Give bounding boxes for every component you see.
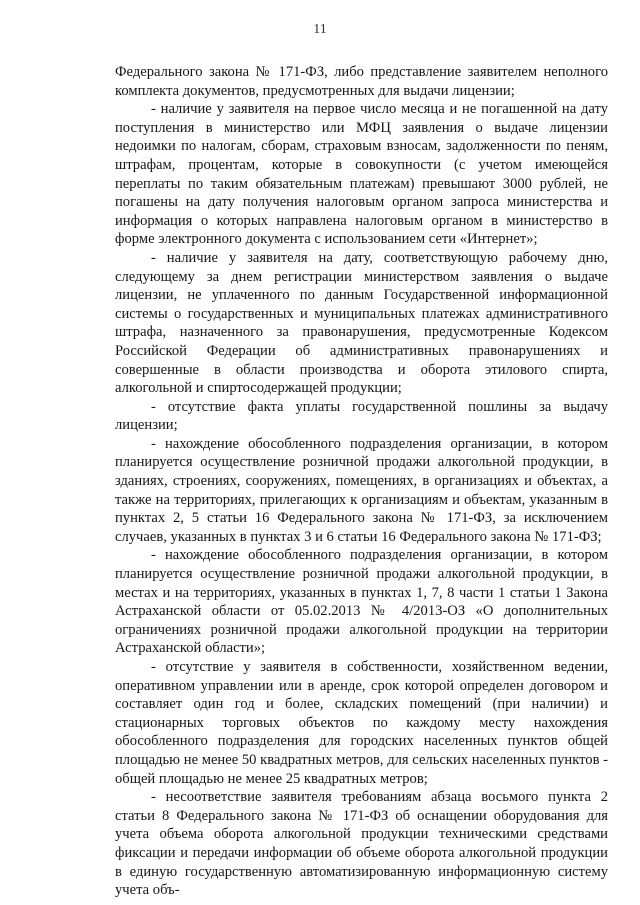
page-number: 11 <box>313 22 327 37</box>
paragraph-tax-arrears: - наличие у заявителя на первое число месяца и не погашенной на дату поступления в министерство или МФЦ заявления о выдаче лицензии недоимки по налогам, сборам, страховым взносам, задолженности по пеням, штрафам, процентам, которые в совокупности (с учетом имеющейся переплаты по таким обязательным платежам) превышают 3000 рублей, не погашены на дату получения налоговым органом запроса министерства и информация о которых направлена налоговым органом в министерство в форме электронного документа с использованием сети «Интернет»; <box>115 101 608 248</box>
paragraph-egais-equipment: - несоответствие заявителя требованиям абзаца восьмого пункта 2 статьи 8 Федерального закона № 171-ФЗ об оснащении оборудования для учета объема оборота алкогольной продукции техническими средствами фиксации и передачи информации об объеме оборота алкогольной продукции в единую государственную автоматизированную информационную систему учета объ- <box>115 789 608 899</box>
paragraph-state-duty: - отсутствие факта уплаты государственной пошлины за выдачу лицензии; <box>115 398 608 434</box>
paragraph-premises-requirement: - отсутствие у заявителя в собственности, хозяйственном ведении, оперативном управлении или в аренде, срок которой определен договором и составляет один год и более, складских помещений (при наличии) и стационарных торговых объектов по каждому месту нахождения обособленного подразделения для городских населенных пунктов общей площадью не менее 50 квадратных метров, для сельских населенных пунктов - общей площадью не менее 25 квадратных метров; <box>115 659 608 787</box>
paragraph-prohibited-locations: - нахождение обособленного подразделения организации, в котором планируется осуществление розничной продажи алкогольной продукции, в зданиях, строениях, сооружениях, помещениях, в организациях и объектах, а также на территориях, прилегающих к организациям и объектам, указанным в пунктах 2, 5 статьи 16 Федерального закона № 171-ФЗ, за исключением случаев, указанных в пунктах 3 и 6 статьи 16 Федерального закона № 171-ФЗ; <box>115 435 608 545</box>
paragraph-unpaid-fine: - наличие у заявителя на дату, соответствующую рабочему дню, следующему за днем регистрации министерством заявления о выдаче лицензии, не уплаченного по данным Государственной информационной системы о государственных и муниципальных платежах административного штрафа, назначенного за правонарушения, предусмотренные Кодексом Российской Федерации об административных правонарушениях и совершенные в области производства и оборота этилового спирта, алкогольной и спиртосодержащей продукции; <box>115 249 608 397</box>
paragraph-regional-restrictions: - нахождение обособленного подразделения организации, в котором планируется осуществление розничной продажи алкогольной продукции, в местах и на территориях, указанных в пунктах 1, 7, 8 части 1 статьи 1 Закона Астраханской области от 05.02.2013 № 4/2013-ОЗ «О дополнительных ограничениях розничной продажи алкогольной продукции на территории Астраханской области»; <box>115 547 608 657</box>
paragraph-continuation: Федерального закона № 171-ФЗ, либо представление заявителем неполного комплекта документов, предусмотренных для выдачи лицензии; <box>115 64 608 99</box>
document-body <box>115 63 608 900</box>
